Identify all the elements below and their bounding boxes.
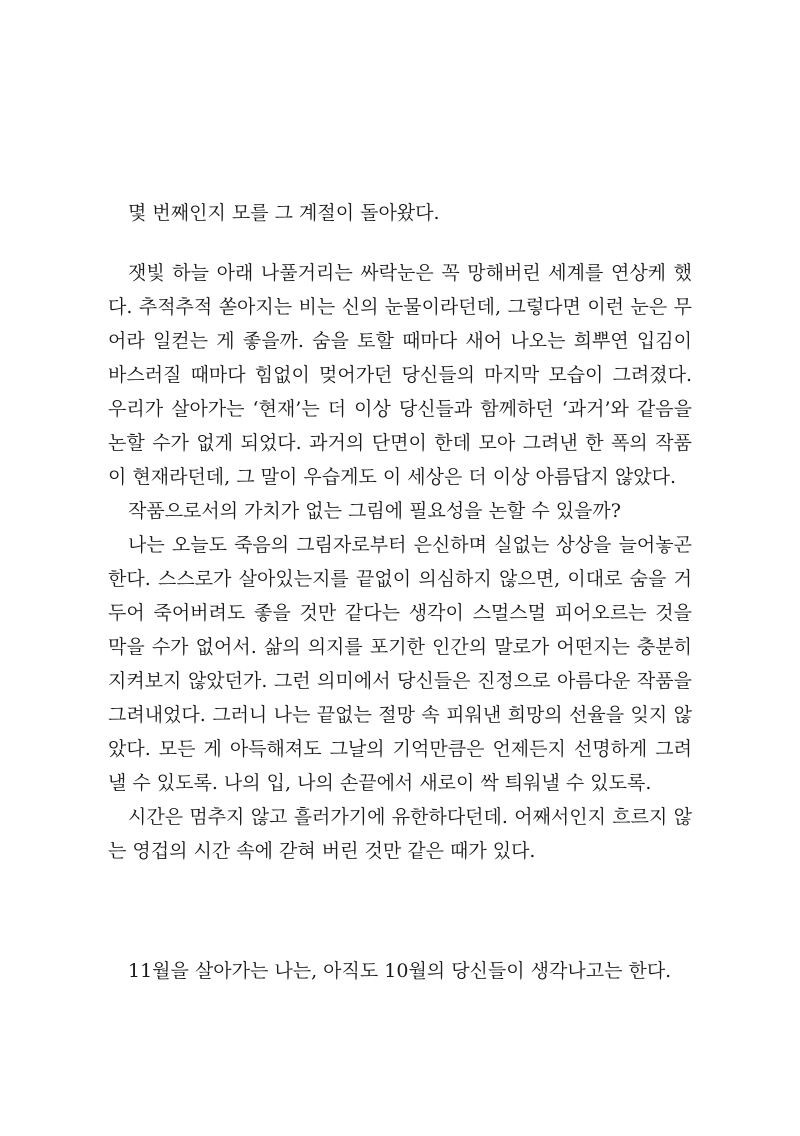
paragraph-1: 잿빛 하늘 아래 나풀거리는 싸락눈은 꼭 망해버린 세계를 연상케 했다. 추적추적 쏟아지는 비는 신의 눈물이라던데, 그렇다면 이런 눈은 무어라 일컫는 게 좋을까. 숨을 토할 때마다 새어 나오는 희뿌연 입김이 바스러질 때마다 힘없이 멎어가던 당신들의 마지막 모습이 그려졌다. 우리가 살아가는 ‘현재’는 더 이상 당신들과 함께하던 ‘과거’와 같음을 논할 수가 없게 되었다. 과거의 단면이 한데 모아 그려낸 한 폭의 작품이 현재라던데, 그 말이 우습게도 이 세상은 더 이상 아름답지 않았다.: [108, 262, 692, 488]
closing-section: [108, 954, 692, 988]
paragraph-2: 작품으로서의 가치가 없는 그림에 필요성을 논할 수 있을까?: [128, 500, 621, 522]
closing-line: 11월을 살아가는 나는, 아직도 10월의 당신들이 생각나고는 한다.: [128, 960, 672, 982]
paragraph-4: 시간은 멈추지 않고 흘러가기에 유한하다던데. 어째서인지 흐르지 않는 영겁의 시간 속에 갇혀 버린 것만 같은 때가 있다.: [108, 806, 692, 862]
body-section: [108, 256, 692, 868]
intro-section: [108, 196, 692, 230]
intro-line: 몇 번째인지 모를 그 계절이 돌아왔다.: [128, 202, 440, 224]
paragraph-3: 나는 오늘도 죽음의 그림자로부터 은신하며 실없는 상상을 늘어놓곤 한다. 스스로가 살아있는지를 끝없이 의심하지 않으면, 이대로 숨을 거두어 죽어버려도 좋을 것만 같다는 생각이 스멀스멀 피어오르는 것을 막을 수가 없어서. 삶의 의지를 포기한 인간의 말로가 어떤지는 충분히 지켜보지 않았던가. 그런 의미에서 당신들은 진정으로 아름다운 작품을 그려내었다. 그러니 나는 끝없는 절망 속 피워낸 희망의 선율을 잊지 않았다. 모든 게 아득해져도 그날의 기억만큼은 언제든지 선명하게 그려낼 수 있도록. 나의 입, 나의 손끝에서 새로이 싹 틔워낼 수 있도록.: [108, 534, 692, 794]
